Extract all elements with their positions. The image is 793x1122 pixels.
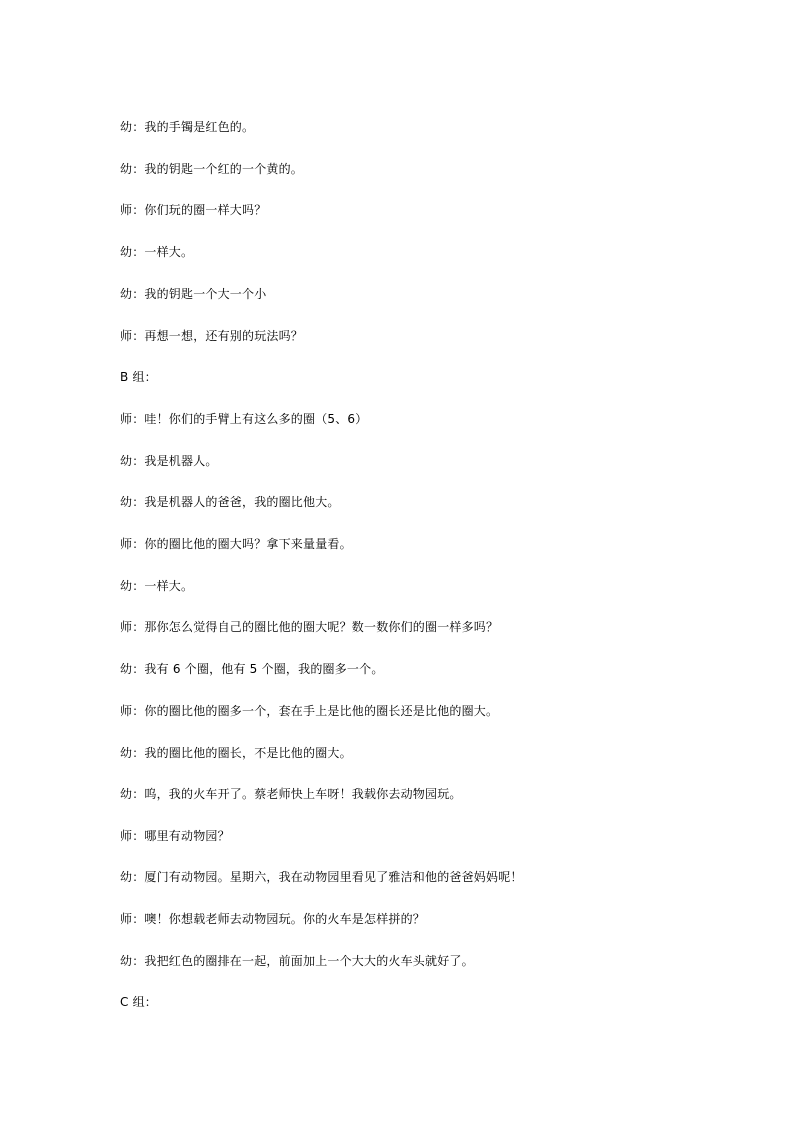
dialogue-line: 幼：一样大。: [120, 579, 194, 593]
dialogue-line: 幼：我的钥匙一个大一个小: [120, 287, 267, 301]
dialogue-line: 幼：我的钥匙一个红的一个黄的。: [120, 162, 304, 176]
section-heading-c: C 组：: [120, 995, 157, 1009]
dialogue-line: 幼：我有 6 个圈，他有 5 个圈，我的圈多一个。: [120, 662, 384, 676]
dialogue-line: 幼：呜，我的火车开了。蔡老师快上车呀！我载你去动物园玩。: [120, 787, 462, 801]
dialogue-line: 师：哇！你们的手臂上有这么多的圈（5、6）: [120, 412, 368, 426]
dialogue-line: 师：你们玩的圈一样大吗？: [120, 203, 267, 217]
dialogue-line: 师：你的圈比他的圈大吗？拿下来量量看。: [120, 537, 352, 551]
dialogue-line: 幼：我的手镯是红色的。: [120, 120, 255, 134]
dialogue-line: 幼：我把红色的圈排在一起，前面加上一个大大的火车头就好了。: [120, 954, 474, 968]
dialogue-line: 幼：一样大。: [120, 245, 194, 259]
dialogue-line: 师：哪里有动物园？: [120, 829, 230, 843]
dialogue-line: 师：噢！你想载老师去动物园玩。你的火车是怎样拼的？: [120, 912, 426, 926]
dialogue-line: 师：你的圈比他的圈多一个，套在手上是比他的圈长还是比他的圈大。: [120, 704, 499, 718]
dialogue-line: 师：那你怎么觉得自己的圈比他的圈大呢？数一数你们的圈一样多吗？: [120, 620, 499, 634]
dialogue-line: 师：再想一想，还有别的玩法吗？: [120, 329, 304, 343]
dialogue-line: 幼：我是机器人。: [120, 454, 218, 468]
dialogue-line: 幼：我是机器人的爸爸，我的圈比他大。: [120, 495, 340, 509]
dialogue-line: 幼：我的圈比他的圈长，不是比他的圈大。: [120, 746, 352, 760]
section-heading-b: B 组：: [120, 370, 157, 384]
dialogue-line: 幼：厦门有动物园。星期六，我在动物园里看见了雅洁和他的爸爸妈妈呢！: [120, 870, 523, 884]
